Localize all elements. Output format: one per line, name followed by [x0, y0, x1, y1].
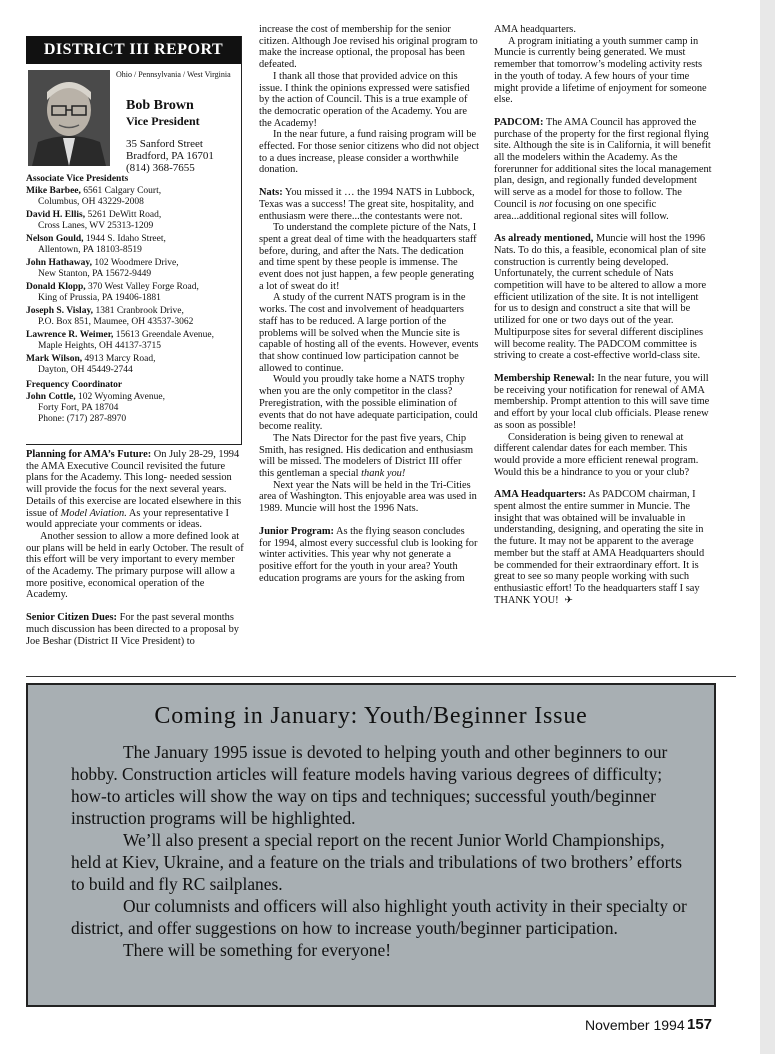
paragraph: There will be something for everyone! — [123, 940, 392, 960]
announcement-title: Coming in January: Youth/Beginner Issue — [154, 703, 588, 729]
paragraph: AMA Headquarters: As PADCOM chairman, I spent almost the entire summer in Muncie. The insight that was obtained will be invaluable in understanding, designing, and operating the site in the future. It may not be apparent to the average member but the staff at AMA Headquarters should be commended for their extraordinary effort. It is great to see so many people working with such enthusiastic effort! To the headquarters staff I say THANK YOU! ✈ — [494, 489, 705, 606]
paragraph: increase the cost of membership for the senior citizen. Although Joe revised his original program to make the increase optional, the proposal has been defeated. — [259, 24, 478, 71]
paragraph: The Nats Director for the past five years, Chip Smith, has resigned. His dedication and enthusiasm will be missed. The modelers of District III offer this gentleman a special thank you! — [259, 432, 474, 480]
paragraph: Consideration is being given to renewal at different calendar dates for each member. This would provide a more efficient renewal program. Would this be a hindrance to you or your club? — [494, 431, 699, 478]
coordinator-entry: John Cottle, 102 Wyoming Avenue, Forty Fort, PA 18704 Phone: (717) 287-8970 — [26, 392, 165, 424]
vp-phone: (814) 368-7655 — [126, 162, 195, 174]
announcement-body — [71, 741, 691, 961]
paragraph: A program initiating a youth summer camp in Muncie is currently being generated. We must remember that tomorrow’s modeling activity rests in the youth of today. A few hours of your time might provide a lifetime of enjoyment for someone else. — [494, 35, 707, 106]
text-column-1 — [26, 449, 244, 647]
text-column-3 — [494, 24, 712, 606]
paragraph: In the near future, a fund raising program will be effected. For those senior citizens who did not object to a dues increase, please consider a worthwhile donation. — [259, 129, 479, 176]
avp-entry: Joseph S. Vislay, 1381 Cranbrook Drive, P.O. Box 851, Maumee, OH 43537-3062 — [26, 306, 194, 327]
vp-address-line: Bradford, PA 16701 — [126, 150, 214, 162]
airplane-icon: ✈ — [564, 594, 573, 606]
paragraph: Membership Renewal: In the near future, you will be receiving your notification for renewal of AMA membership. Prompt attention to this will save time and effort by your local club officials. Please renew as soon as possible! — [494, 372, 710, 431]
text-column-2 — [259, 24, 479, 584]
vp-portrait-photo — [28, 70, 110, 166]
associate-vp-list — [26, 174, 240, 427]
vp-name: Bob Brown — [126, 98, 194, 113]
paragraph: I thank all those that provided advice on this issue. I think the opinions expressed were satisfied by the action of Council. This is a true example of the democratic operation of the Academy. You are the Academy! — [259, 70, 470, 129]
avp-entry: David H. Ellis, 5261 DeWitt Road, Cross Lanes, WV 25313-1209 — [26, 210, 162, 231]
paragraph: Nats: You missed it … the 1994 NATS in Lubbock, Texas was a success! The great site, hospitality, and enthusiasm were there...the contestants were not. — [259, 187, 475, 222]
issue-date: November 1994 — [585, 1017, 685, 1033]
paragraph: The January 1995 issue is devoted to helping youth and other beginners to our hobby. Construction articles will feature models having various degrees of difficulty; how-to articles will show the way on tips and techniques; successful youth/beginner instruction programs will be highlighted. — [71, 742, 668, 828]
paragraph: Another session to allow a more defined look at our plans will be held in early October. The result of this effort will be very important to every member of the Academy. The primary purpose will allow a more positive, economical operation of the Academy. — [26, 530, 244, 601]
district-region: Ohio / Pennsylvania / West Virginia — [116, 70, 231, 79]
paragraph: Would you proudly take home a NATS trophy when you are the only competitor in the class? Preregistration, with the possible elimination of events that do not have adequate participation, could become reality. — [259, 374, 478, 433]
paragraph: A study of the current NATS program is in the works. The cost and involvement of headquarters staff has to be reduced. A large portion of the problems will be solved when the Muncie site is capable of hosting all of the events. However, events that show continued low participation cannot be allowed to continue. — [259, 292, 479, 374]
paragraph: Planning for AMA’s Future: On July 28-29, 1994 the AMA Executive Council revisited the future plans for the Academy. This long- needed session will provide the focus for the next several years. Details of this exercise are located elsewhere in this issue of Model Aviation. As your representative I would appreciate your comments or ideas. — [26, 449, 242, 531]
avp-entry: Mark Wilson, 4913 Marcy Road, Dayton, OH 45449-2744 — [26, 354, 156, 375]
avp-heading: Associate Vice Presidents — [26, 174, 129, 184]
vp-title: Vice President — [126, 114, 200, 128]
announcement-box — [26, 683, 716, 1007]
vp-address — [126, 138, 214, 174]
avp-entry: Lawrence R. Weimer, 15613 Greendale Avenue, Maple Heights, OH 44137-3715 — [26, 330, 215, 351]
avp-entry: Donald Klopp, 370 West Valley Forge Road, King of Prussia, PA 19406-1881 — [26, 282, 199, 303]
paragraph: Senior Citizen Dues: For the past several months much discussion has been directed to a proposal by Joe Beshar (District II Vice President) to — [26, 612, 239, 647]
paragraph: Our columnists and officers will also highlight youth activity in their specialty or district, and offer suggestions on how to increase youth/beginner participation. — [71, 896, 687, 938]
page-edge — [760, 0, 775, 1054]
paragraph: AMA headquarters. — [494, 24, 576, 35]
avp-entry: Nelson Gould, 1944 S. Idaho Street, Allentown, PA 18103-8519 — [26, 234, 166, 255]
paragraph: To understand the complete picture of the Nats, I spent a great deal of time with the headquarters staff before, during, and after the Nats. The dedication and time spent by these people is immense. The event does not just happen, a few people generating a lot of sweat do it! — [259, 222, 477, 292]
avp-entry: Mike Barbee, 6561 Calgary Court, Columbus, OH 43229-2008 — [26, 186, 162, 207]
paragraph: PADCOM: The AMA Council has approved the purchase of the property for the first regional flying site. Although the site is in California, it will benefit all the modelers within the Academy. As the forerunner for additional sites the local management plan, design, and regionally funded development will serve as a model for those to follow. The Council is not focusing on one specific area...additional regional sites will follow. — [494, 116, 712, 222]
paragraph: Junior Program: As the flying season concludes for 1994, almost every successful club is looking for winter activities. This year why not generate a positive effort for the youth in your area? Youth education programs are yours for the asking from — [259, 525, 478, 584]
coordinator-heading: Frequency Coordinator — [26, 380, 123, 390]
paragraph: Next year the Nats will be held in the Tri-Cities area of Washington. This enjoyable area was used in 1989. Muncie will host the 1996 Nats. — [259, 479, 477, 515]
paragraph: We’ll also present a special report on the recent Junior World Championships, held at Kiev, Ukraine, and a feature on the trials and tribulations of two brothers’ efforts to build and fly RC sailplanes. — [71, 830, 683, 894]
paragraph: As already mentioned, Muncie will host the 1996 Nats. To do this, a feasible, economical plan of site construction is currently being developed. Unfortunately, the current schedule of Nats competition will have to be altered to allow a more efficient utilization of the site. It is not intelligent for us to design and construct a site that will be utilized for one or two days out of the year. Multipurpose sites for several different disciplines will become reality. The PADCOM committee is striving to create a cost-effective world-class site. — [494, 233, 707, 362]
page-number: 157 — [687, 1016, 713, 1033]
avp-entry: John Hathaway, 102 Woodmere Drive, New Stanton, PA 15672-9449 — [26, 258, 179, 279]
district-header: DISTRICT III REPORT — [26, 36, 241, 64]
vp-address-line: 35 Sanford Street — [126, 138, 203, 150]
section-divider — [26, 676, 736, 677]
